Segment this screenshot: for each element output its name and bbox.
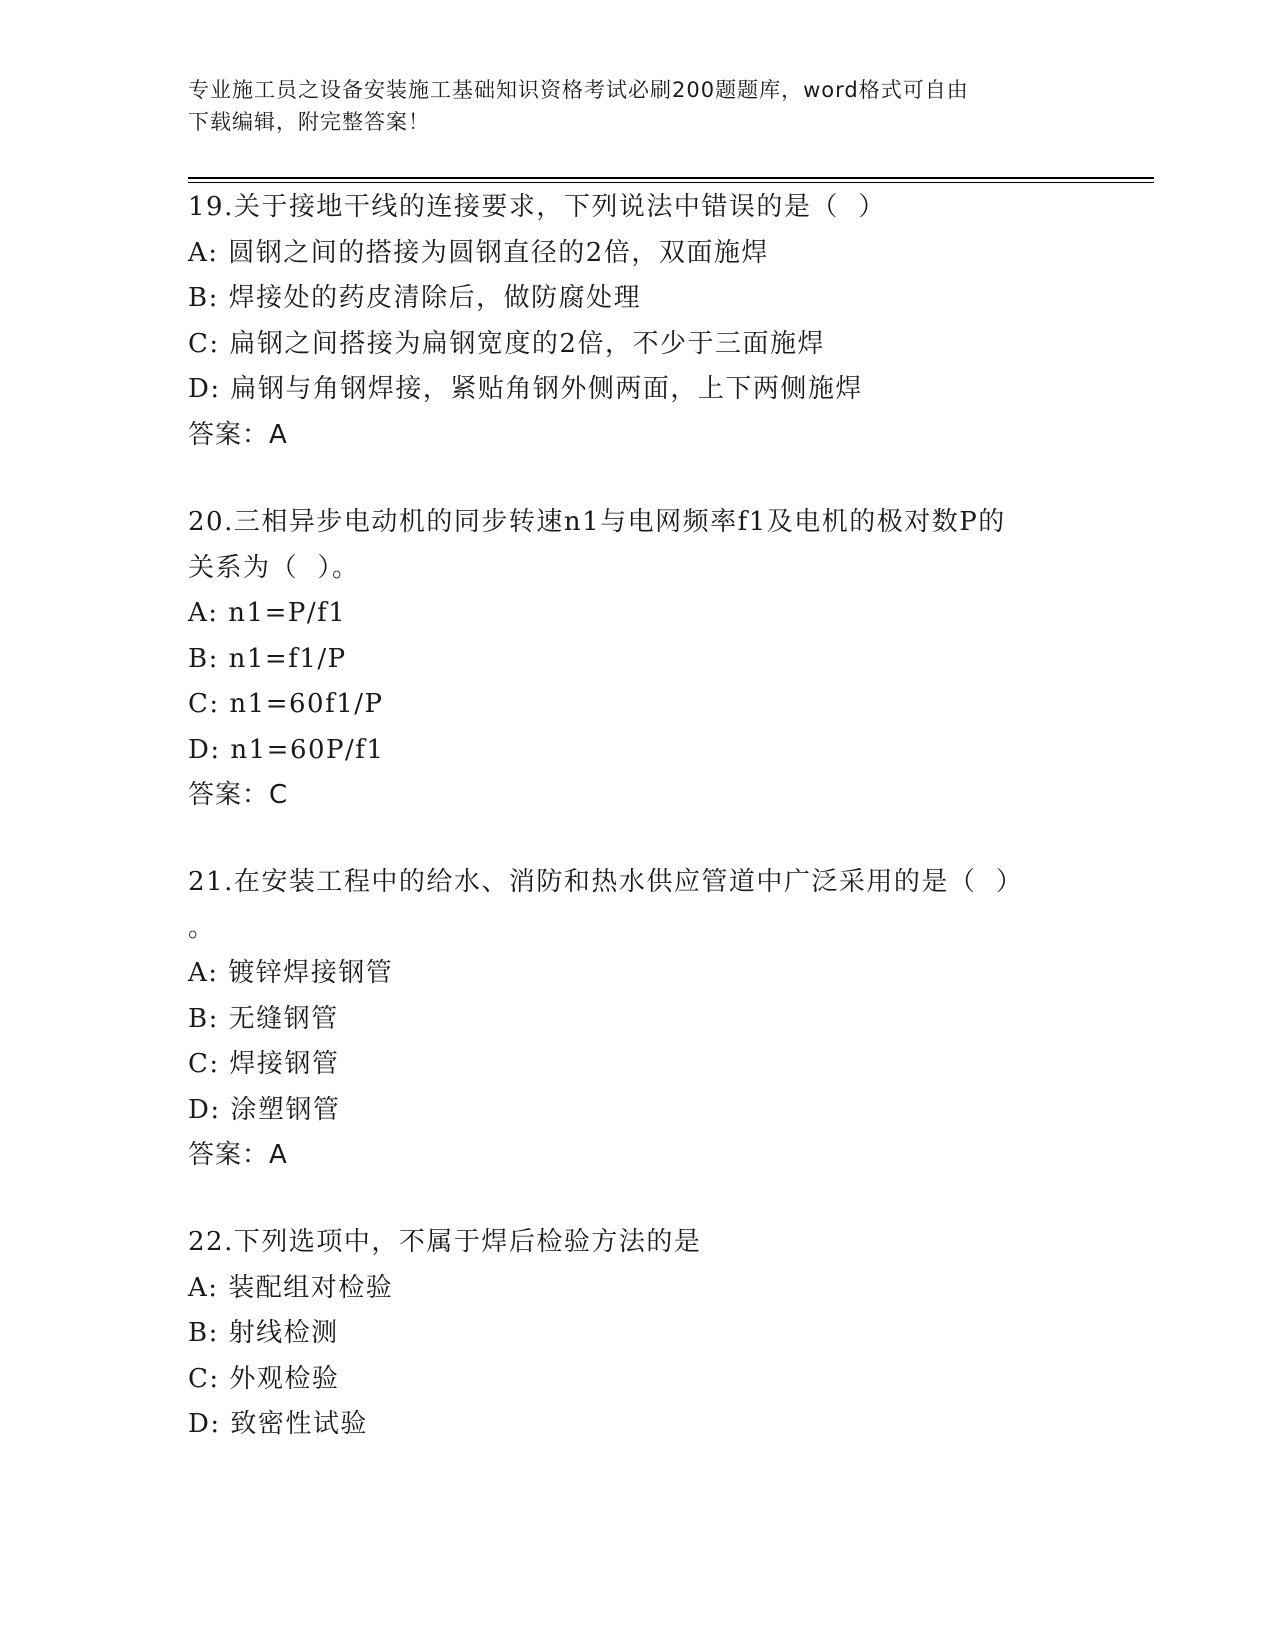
option-b: B: 无缝钢管 (188, 1003, 339, 1034)
header-line-2: 下载编辑，附完整答案！ (188, 110, 430, 134)
question-stem: 19.关于接地干线的连接要求，下列说法中错误的是（ ） (188, 192, 886, 222)
answer-label: 答案：C (188, 780, 289, 810)
question-stem: 21.在安装工程中的给水、消防和热水供应管道中广泛采用的是（ ） (188, 867, 1024, 897)
header-rule-thick (188, 177, 1154, 179)
question-20 (188, 500, 1088, 819)
question-stem-continued: 。 (188, 912, 216, 943)
question-21 (188, 860, 1088, 1179)
option-a: A: n1=P/f1 (188, 598, 347, 628)
question-stem: 22.下列选项中，不属于焊后检验方法的是 (188, 1227, 702, 1257)
question-22 (188, 1220, 1088, 1448)
option-b: B: n1=f1/P (188, 643, 347, 674)
question-stem: 20.三相异步电动机的同步转速n1与电网频率f1及电机的极对数P的 (188, 507, 1006, 537)
option-c: C: 外观检验 (188, 1363, 340, 1394)
option-a: A: 圆钢之间的搭接为圆钢直径的2倍，双面施焊 (188, 237, 769, 268)
option-a: A: 装配组对检验 (188, 1272, 394, 1303)
option-b: B: 射线检测 (188, 1318, 339, 1348)
option-d: D: 涂塑钢管 (188, 1094, 341, 1125)
option-a: A: 镀锌焊接钢管 (188, 958, 394, 988)
header-rule-thin (188, 182, 1154, 183)
answer-label: 答案：A (188, 419, 288, 450)
option-c: C: n1=60f1/P (188, 689, 384, 719)
header-line-1: 专业施工员之设备安装施工基础知识资格考试必刷200题题库，word格式可自由 (188, 78, 969, 102)
option-c: C: 焊接钢管 (188, 1049, 340, 1079)
question-19 (188, 185, 1088, 458)
question-stem-continued: 关系为（ ）。 (188, 552, 360, 583)
answer-label: 答案：A (188, 1140, 288, 1170)
option-b: B: 焊接处的药皮清除后，做防腐处理 (188, 283, 642, 313)
page-header (188, 74, 1068, 138)
option-d: D: n1=60P/f1 (188, 734, 385, 765)
option-d: D: 扁钢与角钢焊接，紧贴角钢外侧两面，上下两侧施焊 (188, 374, 863, 404)
option-c: C: 扁钢之间搭接为扁钢宽度的2倍，不少于三面施焊 (188, 328, 825, 359)
option-d: D: 致密性试验 (188, 1409, 368, 1439)
